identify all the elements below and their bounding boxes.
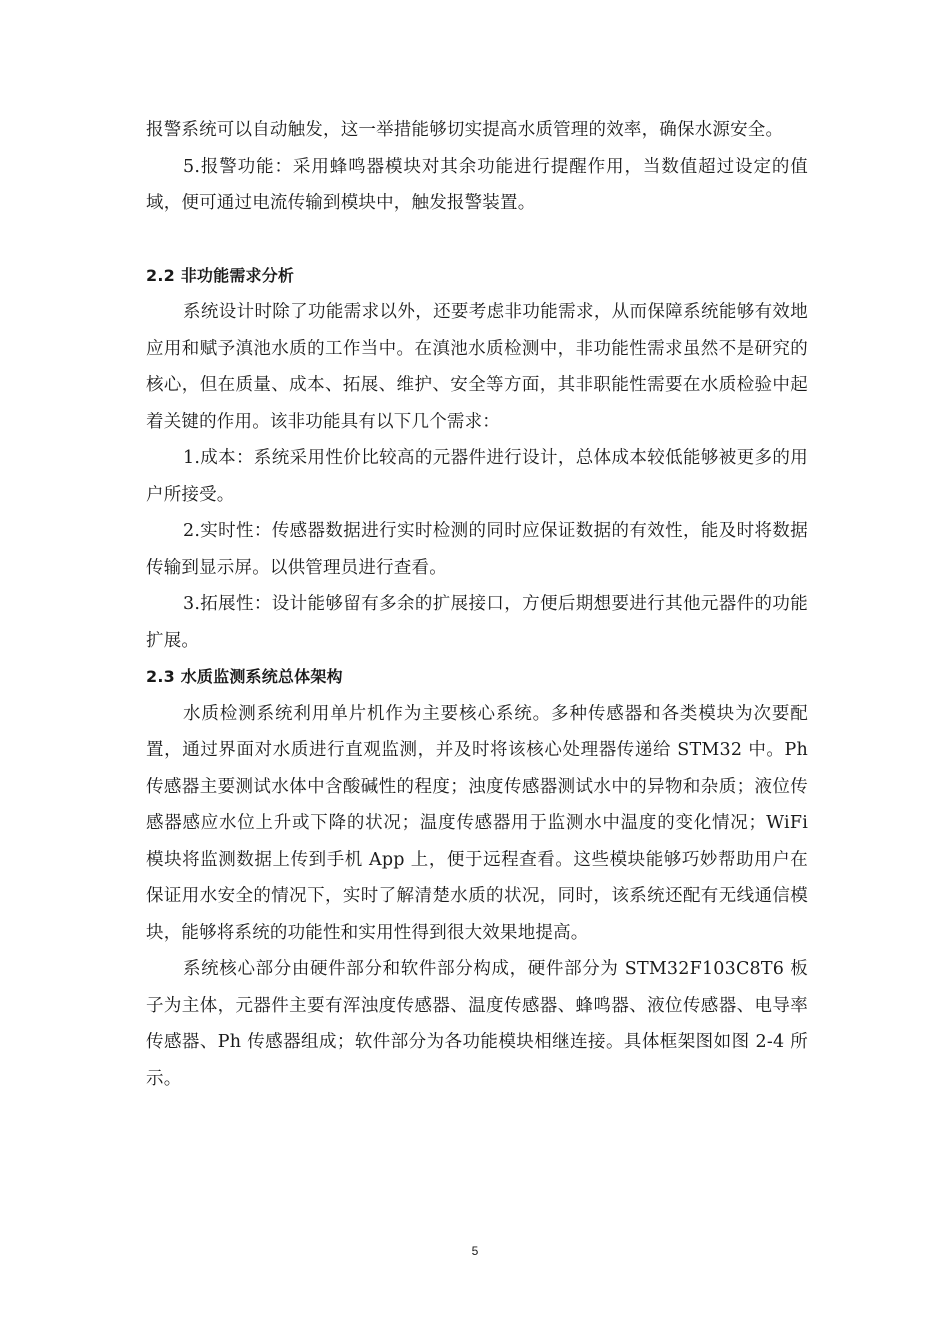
paragraph-system-core: 系统核心部分由硬件部分和软件部分构成，硬件部分为 STM32F103C8T6 板子为主体，元器件主要有浑浊度传感器、温度传感器、蜂鸣器、液位传感器、电导率传感器、Ph 传感器组成；软件部分为各功能模块相继连接。具体框架图如图 2-4 所示。 xyxy=(146,959,808,1089)
paragraph-alarm-function: 5.报警功能：采用蜂鸣器模块对其余功能进行提醒作用，当数值超过设定的值域，便可通过电流传输到模块中，触发报警装置。 xyxy=(146,156,808,213)
paragraph-continuation: 报警系统可以自动触发，这一举措能够切实提高水质管理的效率，确保水源安全。 xyxy=(146,120,784,140)
list-item-cost: 1.成本：系统采用性价比较高的元器件进行设计，总体成本较低能够被更多的用户所接受。 xyxy=(146,448,808,505)
section-heading-2-2: 2.2 非功能需求分析 xyxy=(146,265,295,285)
list-item-extensibility: 3.拓展性：设计能够留有多余的扩展接口，方便后期想要进行其他元器件的功能扩展。 xyxy=(146,594,808,651)
paragraph-nonfunctional-intro: 系统设计时除了功能需求以外，还要考虑非功能需求，从而保障系统能够有效地应用和赋予滇池水质的工作当中。在滇池水质检测中，非功能性需求虽然不是研究的核心，但在质量、成本、拓展、维护、安全等方面，其非职能性需要在水质检验中起着关键的作用。该非功能具有以下几个需求： xyxy=(146,302,808,432)
paragraph-architecture-overview: 水质检测系统利用单片机作为主要核心系统。多种传感器和各类模块为次要配置，通过界面对水质进行直观监测，并及时将该核心处理器传递给 STM32 中。Ph 传感器主要测试水体中含酸碱性的程度；浊度传感器测试水中的异物和杂质；液位传感器感应水位上升或下降的状况；温度传感器用于监测水中温度的变化情况；WiFi 模块将监测数据上传到手机 App 上，便于远程查看。这些模块能够巧妙帮助用户在保证用水安全的情况下，实时了解清楚水质的状况，同时，该系统还配有无线通信模块，能够将系统的功能性和实用性得到很大效果地提高。 xyxy=(146,703,808,943)
section-heading-2-3: 2.3 水质监测系统总体架构 xyxy=(146,667,343,686)
page-body xyxy=(146,112,808,1097)
list-item-realtime: 2.实时性：传感器数据进行实时检测的同时应保证数据的有效性，能及时将数据传输到显示屏。以供管理员进行查看。 xyxy=(146,521,808,578)
page-number: 5 xyxy=(471,1244,479,1258)
